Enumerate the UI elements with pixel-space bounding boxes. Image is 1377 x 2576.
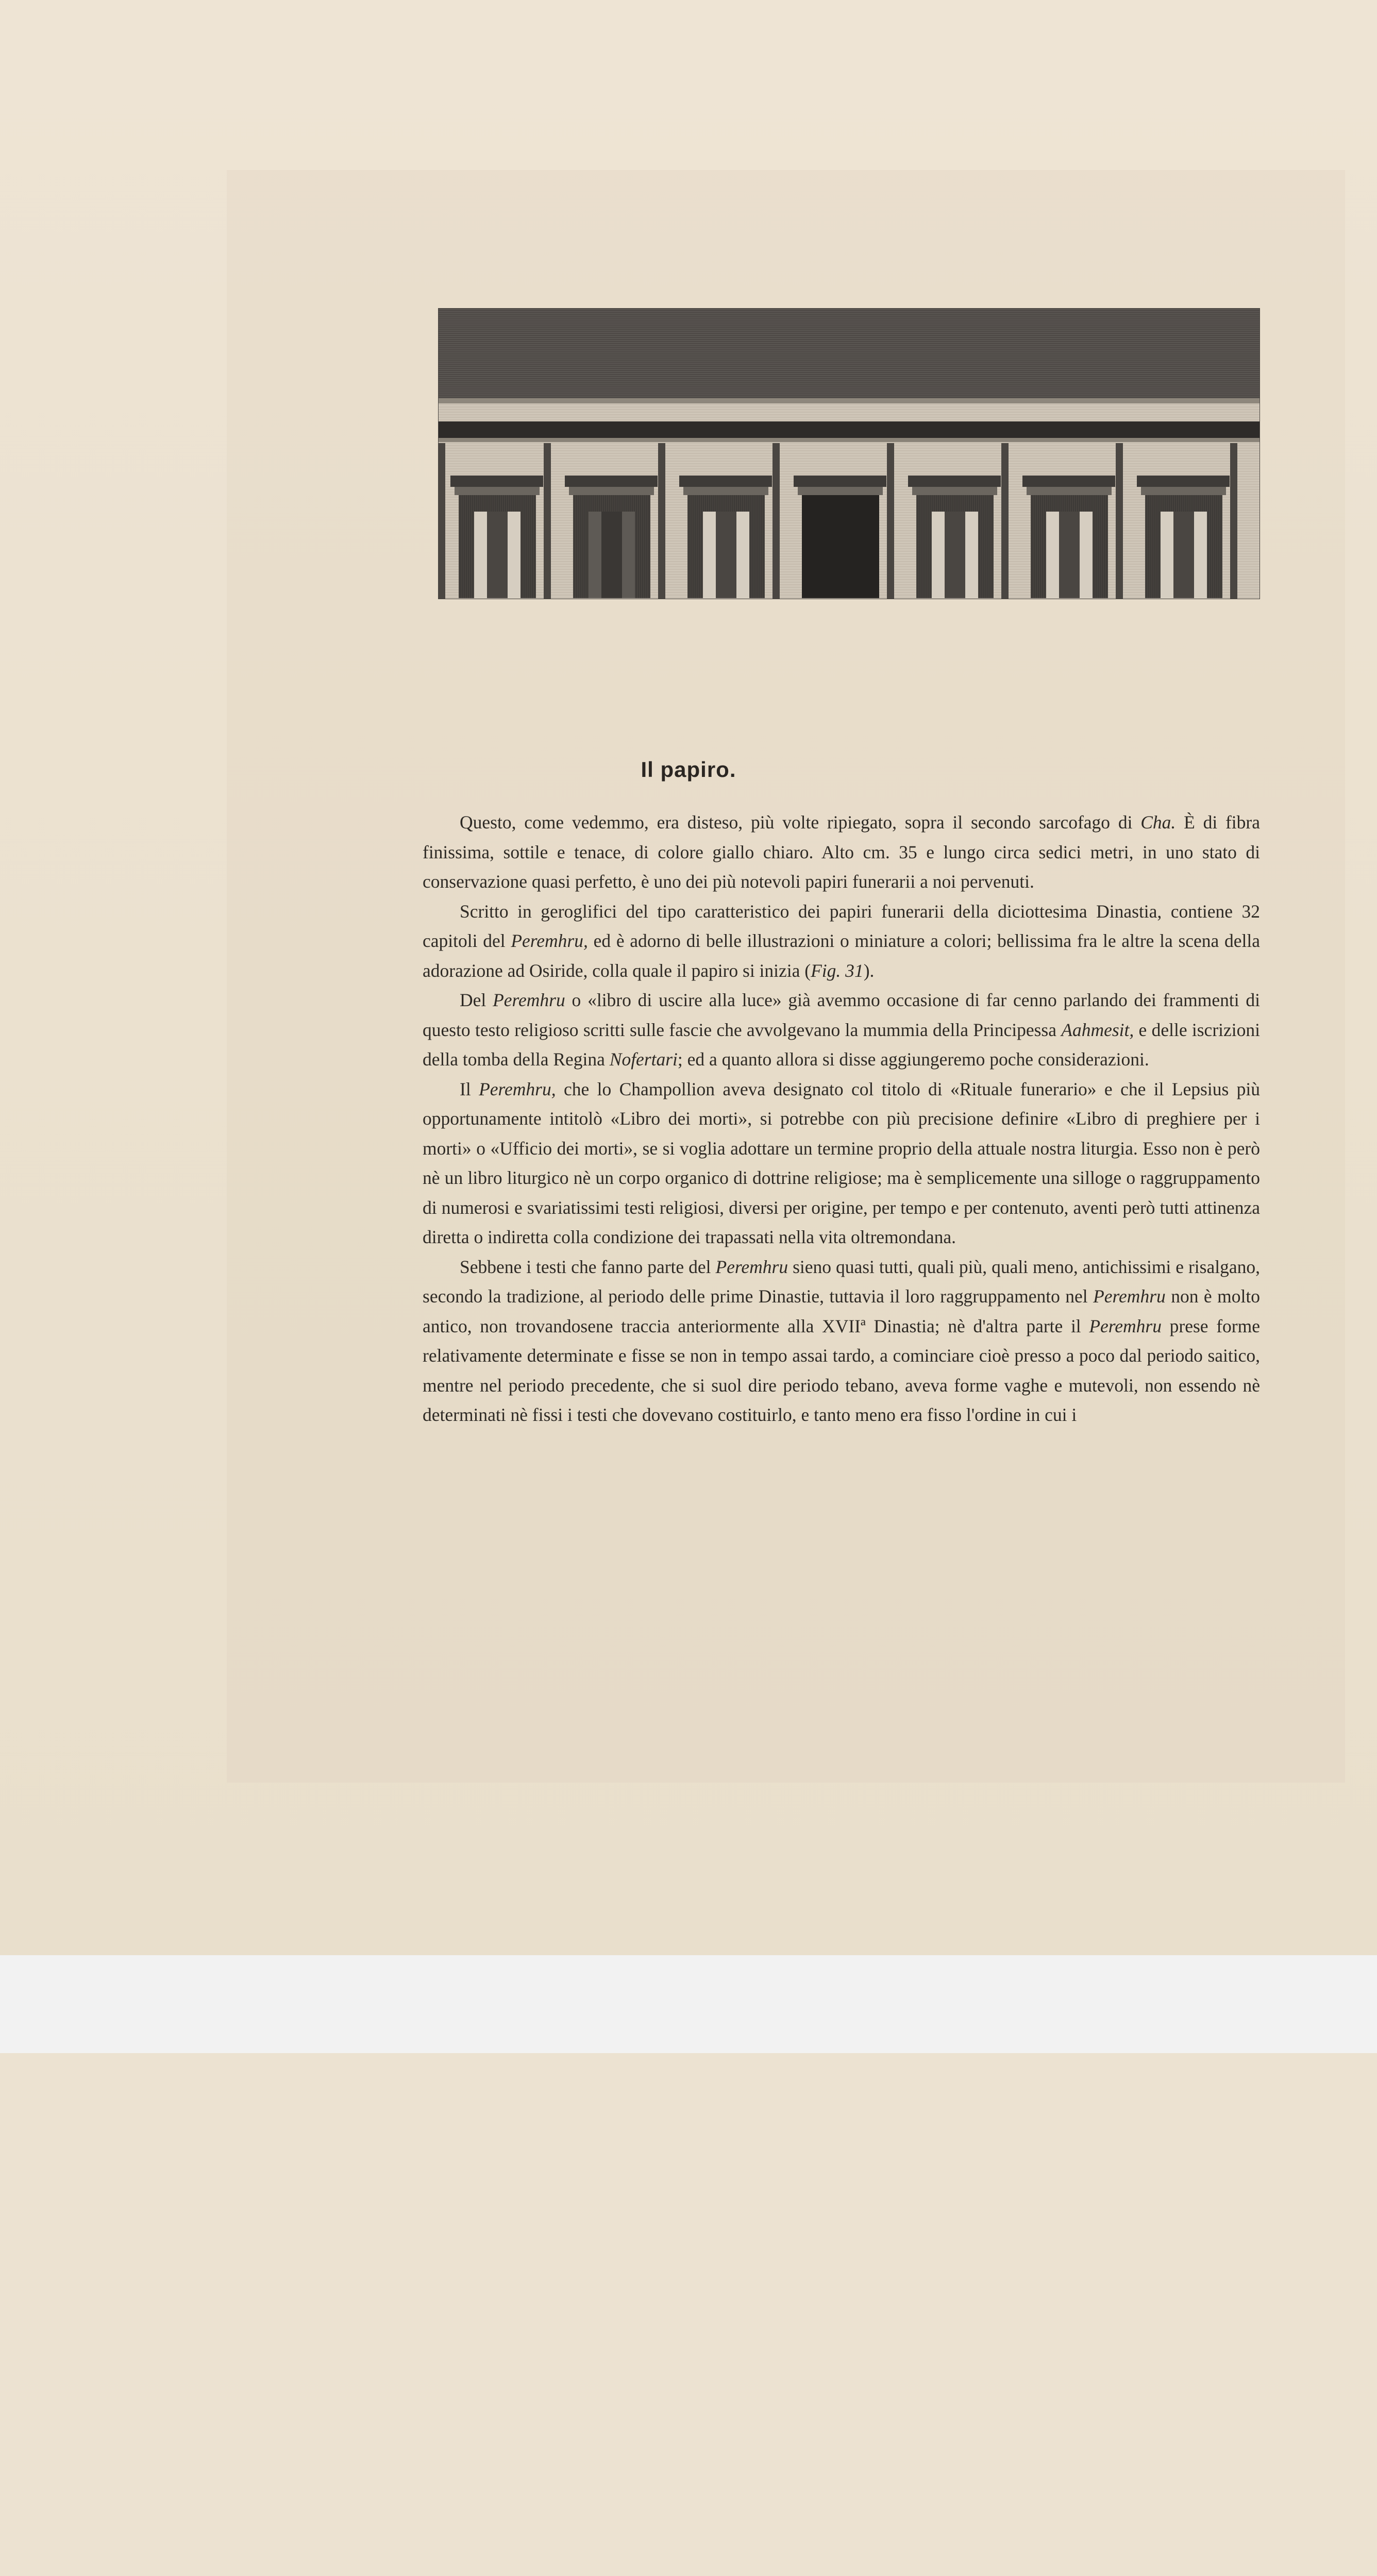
- text-run: ed è adorno di belle illustrazioni o miniature a colori; bellissima fra le altre la scena della adorazione ad Osiride, colla quale il papiro si inizia (: [423, 930, 1261, 981]
- italic-run: Peremhru: [1089, 1315, 1162, 1336]
- text-run: o «libro di uscire alla luce» già avemmo occasione di far cenno parlando dei frammenti di questo testo religioso scritti sulle fascie che avvolgevano la mummia della Principessa: [423, 990, 1260, 1040]
- italic-run: Fig. 31: [811, 960, 864, 981]
- body-paragraph: [423, 1075, 1260, 1252]
- text-run: Il: [460, 1078, 479, 1099]
- italic-run: Peremhru,: [479, 1078, 556, 1099]
- text-run: ; ed a quanto allora si disse aggiungeremo poche considerazioni.: [677, 1049, 1149, 1070]
- text-run: Sebbene i testi che fanno parte del: [460, 1256, 716, 1277]
- text-run: prese forme relativamente determinate e fisse se non in tempo assai tardo, a cominciare cioè presso a poco dal periodo saitico, mentre nel periodo precedente, che si suol dire periodo tebano, aveva forme vaghe e mutevoli, non essendo nè determinati nè fissi i testi che dovevano costituirlo, e tanto meno era fisso l'ordine in cui i: [423, 1315, 1260, 1425]
- text-run: non è molto antico, non trovandosene traccia anteriormente alla XVIIª Dinastia; nè d'altra parte il: [423, 1286, 1260, 1336]
- text-run: Questo, come vedemmo, era disteso, più volte ripiegato, sopra il secondo sarcofago di: [460, 812, 1141, 833]
- text-run: che lo Champollion aveva designato col titolo di «Rituale funerario» e che il Lepsius più opportunamente intitolò «Libro dei morti», si potrebbe con più precisione definire «Libro di preghiere per i morti» o «Ufficio dei morti», se si voglia adottare un termine proprio della attuale nostra liturgia. Esso non è però nè un libro liturgico nè un corpo organico di dottrine religiose; ma è semplicemente una silloge o raggruppamento di numerosi e svariatissimi testi religiosi, diversi per origine, per tempo e per contenuto, aventi però tutti attinenza diretta o indiretta colla condizione dei trapassati nella vita oltremondana.: [423, 1078, 1260, 1247]
- text-run: Del: [460, 990, 493, 1010]
- italic-run: Cha.: [1140, 812, 1176, 833]
- italic-run: Peremhru: [715, 1256, 788, 1277]
- italic-run: Nofertari: [609, 1049, 678, 1070]
- italic-run: Peremhru: [1093, 1286, 1166, 1307]
- footer-bar: [0, 1955, 1377, 2053]
- section-heading: Il papiro.: [641, 757, 736, 782]
- italic-run: Aahmesit,: [1061, 1019, 1134, 1040]
- body-paragraph: [423, 897, 1260, 986]
- body-paragraph: [423, 986, 1260, 1075]
- text-run: e delle iscrizioni della tomba della Regina: [423, 1019, 1260, 1070]
- text-run: ).: [863, 960, 875, 981]
- italic-run: Peremhru: [493, 990, 565, 1010]
- text-run: sieno quasi tutti, quali più, quali meno, antichissimi e risalgano, secondo la tradizione, al periodo delle prime Dinastie, tuttavia il loro raggruppamento nel: [423, 1256, 1260, 1307]
- text-run: Scritto in geroglifici del tipo caratteristico dei papiri funerarii della diciottesima Dinastia, contiene 32 capitoli del: [423, 901, 1260, 951]
- text-run: È di fibra finissima, sottile e tenace, di colore giallo chiaro. Alto cm. 35 e lungo circa sedici metri, in uno stato di conservazione quasi perfetto, è uno dei più notevoli papiri funerarii a noi pervenuti.: [423, 812, 1260, 892]
- body-paragraph: [423, 1252, 1260, 1430]
- italic-run: Peremhru,: [511, 930, 588, 951]
- body-paragraph: [423, 808, 1260, 897]
- papyrus-frieze-image: [438, 308, 1260, 599]
- body-text: [423, 808, 1260, 1430]
